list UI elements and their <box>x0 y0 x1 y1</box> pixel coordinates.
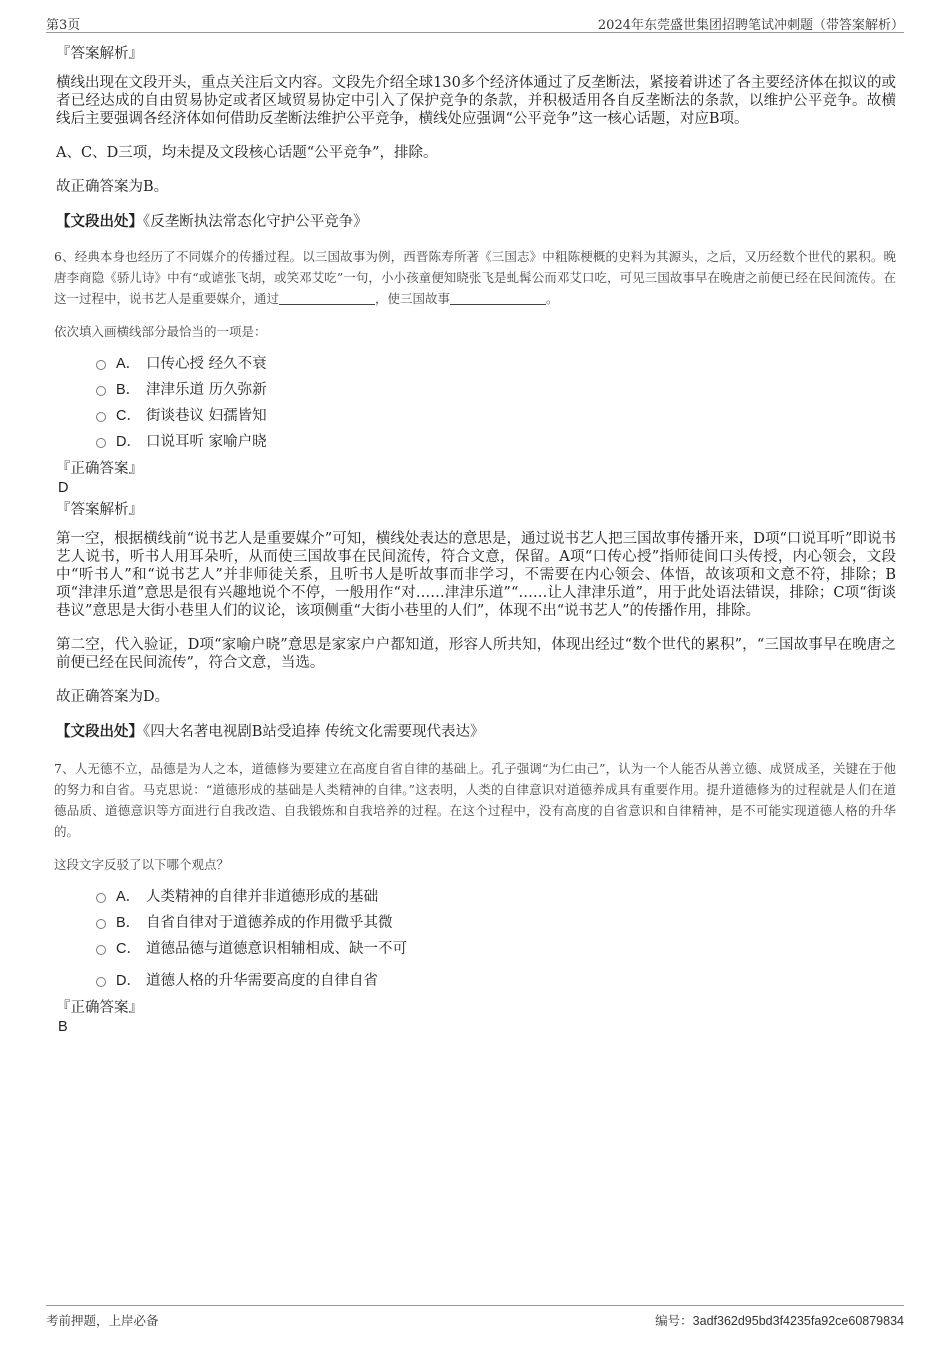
q6-option-a[interactable] <box>96 355 896 381</box>
option-text: 口传心授 经久不衰 <box>146 356 267 372</box>
option-letter: A． <box>116 889 141 905</box>
page-footer <box>46 1305 904 1328</box>
option-letter: B． <box>116 915 141 931</box>
option-text: 津津乐道 历久弥新 <box>146 382 267 398</box>
q6-options <box>96 355 896 459</box>
option-letter: D． <box>116 973 141 989</box>
radio-button-icon[interactable] <box>96 386 106 396</box>
q6-analysis-label: 『答案解析』 <box>56 502 143 518</box>
q6-answer-label: 『正确答案』 <box>56 461 143 477</box>
q6-option-c[interactable] <box>96 407 896 433</box>
q6-source <box>56 723 896 741</box>
q5-source <box>56 213 896 231</box>
option-letter: A． <box>116 356 141 372</box>
q6-blank-2 <box>450 292 546 305</box>
q7-option-b[interactable] <box>96 914 896 940</box>
option-letter: D． <box>116 434 141 450</box>
radio-button-icon[interactable] <box>96 945 106 955</box>
option-letter: C． <box>116 408 141 424</box>
q5-source-label: 【文段出处】 <box>56 213 143 230</box>
option-letter: C． <box>116 941 141 957</box>
document-title: 2024年东莞盛世集团招聘笔试冲刺题（带答案解析） <box>597 18 904 33</box>
q7-option-d[interactable] <box>96 972 896 998</box>
q5-source-text: 《反垄断执法常态化守护公平竞争》 <box>143 214 368 230</box>
q5-analysis-paragraph-3: 故正确答案为B。 <box>56 179 169 195</box>
q5-analysis-paragraph-2: A、C、D三项，均未提及文段核心话题“公平竞争”，排除。 <box>56 145 438 161</box>
q6-text-part-3: 。 <box>546 291 559 306</box>
q5-analysis-label: 『答案解析』 <box>56 46 143 62</box>
footer-code-label: 编号： <box>655 1313 693 1328</box>
page-content <box>56 40 896 1036</box>
footer-slogan: 考前押题，上岸必备 <box>46 1313 159 1328</box>
q6-source-text: 《四大名著电视剧B站受追捧 传统文化需要现代表达》 <box>143 724 485 740</box>
radio-button-icon[interactable] <box>96 360 106 370</box>
option-letter: B． <box>116 382 141 398</box>
q6-analysis-paragraph-2: 第二空，代入验证，D项“家喻户晓”意思是家家户户都知道，形容人所共知，体现出经过“数个世代的累积”，“三国故事早在晚唐之前便已经在民间流传”，符合文意，当选。 <box>56 637 896 671</box>
q6-blank-1 <box>279 292 375 305</box>
q6-option-b[interactable] <box>96 381 896 407</box>
radio-button-icon[interactable] <box>96 977 106 987</box>
q6-analysis-paragraph-1: 第一空，根据横线前“说书艺人是重要媒介”可知，横线处表达的意思是，通过说书艺人把三国故事传播开来，D项“口说耳听”即说书艺人说书，听书人用耳朵听，从而使三国故事在民间流传，符合文意，保留。A项“口传心授”指师徒间口头传授，内心领会，文段中“听书人”和“说书艺人”并非师徒关系，且听书人是听故事而非学习，不需要在内心领会、体悟，故该项和文意不符，排除；B项“津津乐道”意思是很有兴趣地说个不停，一般用作“对……津津乐道”“……让人津津乐道”，用于此处语法错误，排除；C项“街谈巷议”意思是大街小巷里人们的议论，该项侧重“大街小巷里的人们”，体现不出“说书艺人”的传播作用，排除。 <box>56 531 896 619</box>
footer-code-value: 3adf362d95bd3f4235fa92ce60879834 <box>692 1314 904 1328</box>
radio-button-icon[interactable] <box>96 412 106 422</box>
radio-button-icon[interactable] <box>96 438 106 448</box>
page-header <box>46 12 904 33</box>
option-text: 道德人格的升华需要高度的自律自省 <box>146 973 378 989</box>
q7-answer-label: 『正确答案』 <box>56 1000 143 1016</box>
option-text: 口说耳听 家喻户晓 <box>146 434 267 450</box>
option-text: 道德品德与道德意识相辅相成、缺一不可 <box>146 941 407 957</box>
radio-button-icon[interactable] <box>96 919 106 929</box>
q7-option-a[interactable] <box>96 888 896 914</box>
footer-code <box>655 1311 904 1329</box>
q7-options <box>96 888 896 998</box>
q6-answer: D <box>58 480 69 496</box>
q6-text-part-1: 6、经典本身也经历了不同媒介的传播过程。以三国故事为例，西晋陈寿所著《三国志》中粗陈梗概的史料为其源头，之后，又历经数个世代的累积。晚唐李商隐《骄儿诗》中有“或谑张飞胡，或笑邓艾吃”一句，小小孩童便知晓张飞是虬髯公而邓艾口吃，可见三国故事早在晚唐之前便已经在民间流传。在这一过程中，说书艺人是重要媒介，通过 <box>54 249 896 306</box>
q7-question-text: 7、人无德不立，品德是为人之本，道德修为要建立在高度自省自律的基础上。孔子强调“为仁由己”，认为一个人能否从善立德、成贤成圣，关键在于他的努力和自省。马克思说：“道德形成的基础是人类精神的自律。”这表明，人类的自律意识对道德养成具有重要作用。提升道德修为的过程就是人们在道德品质、道德意识等方面进行自我改造、自我锻炼和自我培养的过程。在这个过程中，没有高度的自省意识和自律精神，是不可能实现道德人格的升华的。 <box>54 761 896 839</box>
q6-text-part-2: ，使三国故事 <box>375 291 451 306</box>
q7-prompt: 这段文字反驳了以下哪个观点？ <box>54 857 230 872</box>
option-text: 街谈巷议 妇孺皆知 <box>146 408 267 424</box>
option-text: 人类精神的自律并非道德形成的基础 <box>146 889 378 905</box>
q6-option-d[interactable] <box>96 433 896 459</box>
option-text: 自省自律对于道德养成的作用微乎其微 <box>146 915 393 931</box>
q6-question-text <box>54 246 896 309</box>
q7-answer: B <box>58 1019 68 1035</box>
q7-option-c[interactable] <box>96 940 896 966</box>
q6-analysis-paragraph-3: 故正确答案为D。 <box>56 689 170 705</box>
q5-analysis-paragraph-1: 横线出现在文段开头，重点关注后文内容。文段先介绍全球130多个经济体通过了反垄断法，紧接着讲述了各主要经济体在拟议的或者已经达成的自由贸易协定或者区域贸易协定中引入了保护竞争的条款，并积极适用各自反垄断法的条款，以维护公平竞争。故横线后主要强调各经济体如何借助反垄断法维护公平竞争，横线处应强调“公平竞争”这一核心话题，对应B项。 <box>56 75 896 127</box>
page-number: 第3页 <box>46 18 81 33</box>
radio-button-icon[interactable] <box>96 893 106 903</box>
q6-prompt: 依次填入画横线部分最恰当的一项是： <box>54 324 267 339</box>
q6-source-label: 【文段出处】 <box>56 723 143 740</box>
